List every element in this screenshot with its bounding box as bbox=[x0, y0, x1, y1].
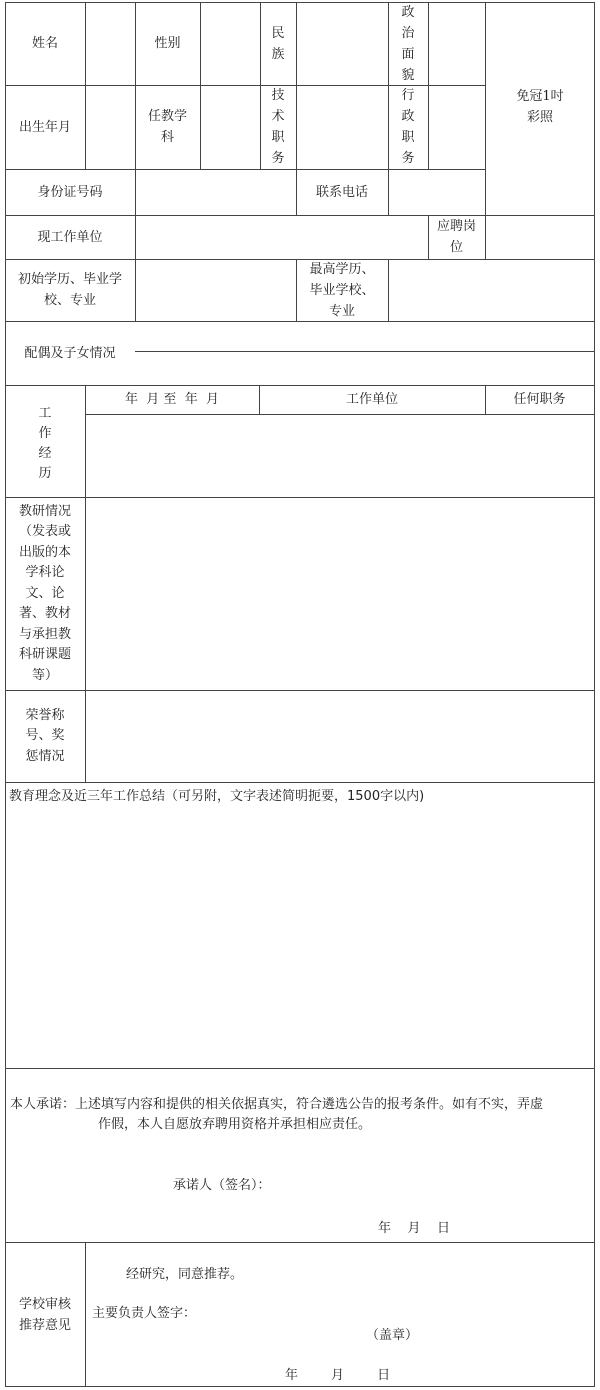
work-history-char-1: 工 bbox=[38, 406, 52, 421]
highest-education-line2: 毕业学校、 bbox=[309, 282, 375, 298]
political-status-label bbox=[388, 2, 428, 85]
row-divider bbox=[5, 782, 595, 783]
current-employer-label: 现工作单位 bbox=[37, 229, 103, 245]
pledge-signer-label: 承诺人（签名）： bbox=[173, 1177, 271, 1193]
id-number-value[interactable] bbox=[136, 169, 296, 215]
gender-value[interactable] bbox=[201, 2, 260, 85]
teaching-subject-line1: 任教学 bbox=[147, 109, 187, 124]
summary-value[interactable] bbox=[6, 810, 594, 1068]
pledge-signature-field[interactable] bbox=[305, 1174, 505, 1196]
highest-education-label bbox=[296, 259, 388, 321]
work-history-char-4: 历 bbox=[38, 466, 52, 481]
teaching-subject-line2: 科 bbox=[160, 130, 174, 145]
name-label: 姓名 bbox=[31, 36, 58, 51]
research-label-line: 与承担教 bbox=[18, 626, 71, 642]
border-bottom bbox=[5, 1386, 595, 1387]
research-label bbox=[5, 498, 85, 690]
work-duty-header: 任何职务 bbox=[513, 392, 566, 407]
current-employer-value[interactable] bbox=[136, 215, 428, 259]
work-history-value[interactable] bbox=[86, 415, 594, 497]
honors-label bbox=[5, 691, 85, 782]
teaching-subject-label bbox=[135, 85, 200, 169]
ethnicity-label-text: 民族 bbox=[271, 25, 285, 62]
initial-education-label bbox=[5, 259, 135, 321]
family-label: 配偶及子女情况 bbox=[24, 345, 116, 361]
applied-position-line1: 应聘岗 bbox=[436, 219, 476, 234]
research-label-line: 科研课题 bbox=[18, 647, 71, 663]
highest-education-value[interactable] bbox=[389, 259, 594, 321]
family-value-row2[interactable] bbox=[136, 352, 594, 385]
school-agree-text: 经研究，同意推荐。 bbox=[126, 1266, 244, 1282]
research-label-line: 著、教材 bbox=[18, 606, 71, 622]
photo-caption-line2: 彩照 bbox=[526, 110, 553, 125]
birth-date-value[interactable] bbox=[86, 85, 135, 169]
work-period-header: 年 月 至 年 月 bbox=[125, 392, 219, 407]
research-label-line: 等） bbox=[31, 667, 58, 683]
initial-education-value[interactable] bbox=[136, 259, 296, 321]
family-value-row1[interactable] bbox=[136, 321, 594, 351]
research-label-line: （发表或 bbox=[18, 524, 71, 540]
technical-title-label bbox=[260, 85, 296, 169]
administrative-title-label bbox=[388, 85, 428, 169]
school-date: 年 月 日 bbox=[285, 1367, 391, 1383]
teaching-subject-value[interactable] bbox=[201, 85, 260, 169]
highest-education-line3: 专业 bbox=[328, 303, 355, 319]
applied-position-label bbox=[428, 215, 485, 259]
border-right bbox=[594, 2, 595, 1387]
gender-label: 性别 bbox=[154, 36, 181, 51]
work-history-char-2: 作 bbox=[38, 426, 52, 441]
id-number-label: 身份证号码 bbox=[37, 184, 103, 200]
technical-title-label-text: 技术职务 bbox=[271, 88, 285, 166]
work-history-label bbox=[5, 402, 85, 486]
application-form bbox=[5, 2, 595, 1387]
honors-label-line: 荣誉称 bbox=[25, 707, 65, 723]
seal-label: （盖章） bbox=[366, 1327, 419, 1343]
school-review-line2: 推荐意见 bbox=[18, 1317, 71, 1333]
honors-label-line: 惩情况 bbox=[25, 748, 65, 764]
work-unit-header: 工作单位 bbox=[345, 392, 398, 407]
birth-date-label: 出生年月 bbox=[18, 119, 71, 135]
pledge-line2: 作假，本人自愿放弃聘用资格并承担相应责任。 bbox=[98, 1116, 372, 1132]
initial-education-line1: 初始学历、毕业学 bbox=[17, 272, 122, 287]
honors-label-line: 号、奖 bbox=[25, 728, 65, 744]
phone-label: 联系电话 bbox=[315, 184, 368, 200]
honors-value[interactable] bbox=[86, 691, 594, 782]
summary-label: 教育理念及近三年工作总结（可另附，文字表述简明扼要，1500字以内) bbox=[9, 788, 425, 804]
research-label-line: 学科论 bbox=[25, 565, 65, 581]
row-divider bbox=[5, 1068, 595, 1069]
administrative-title-label-text: 行政职务 bbox=[401, 88, 415, 166]
work-history-char-3: 经 bbox=[38, 446, 52, 461]
political-status-label-text: 政治面貌 bbox=[401, 4, 415, 83]
research-value[interactable] bbox=[86, 498, 594, 690]
photo-placeholder[interactable] bbox=[486, 86, 594, 126]
ethnicity-label bbox=[260, 2, 296, 85]
research-label-line: 文、论 bbox=[25, 585, 65, 601]
technical-title-value[interactable] bbox=[297, 85, 388, 169]
political-status-value[interactable] bbox=[429, 2, 485, 85]
name-value[interactable] bbox=[86, 2, 135, 85]
principal-signature-field[interactable] bbox=[230, 1302, 430, 1324]
applied-position-line2: 位 bbox=[449, 240, 463, 255]
school-review-line1: 学校审核 bbox=[18, 1296, 71, 1312]
school-review-label bbox=[5, 1243, 85, 1386]
highest-education-line1: 最高学历、 bbox=[309, 261, 375, 277]
row-divider bbox=[5, 1242, 595, 1243]
ethnicity-value[interactable] bbox=[297, 2, 388, 85]
pledge-line1: 本人承诺：上述填写内容和提供的相关依据真实，符合遴选公告的报考条件。如有不实，弄虚 bbox=[10, 1096, 544, 1112]
photo-caption-line1: 免冠1吋 bbox=[516, 89, 564, 104]
administrative-title-value[interactable] bbox=[429, 85, 485, 169]
applied-position-value[interactable] bbox=[486, 215, 594, 259]
col-divider bbox=[85, 1242, 86, 1387]
principal-signature-label: 主要负责人签字： bbox=[92, 1305, 197, 1321]
phone-value[interactable] bbox=[389, 169, 485, 215]
research-label-line: 教研情况 bbox=[18, 503, 71, 519]
pledge-date: 年 月 日 bbox=[378, 1220, 451, 1236]
research-label-line: 出版的本 bbox=[18, 544, 71, 560]
initial-education-line2: 校、专业 bbox=[43, 293, 96, 308]
